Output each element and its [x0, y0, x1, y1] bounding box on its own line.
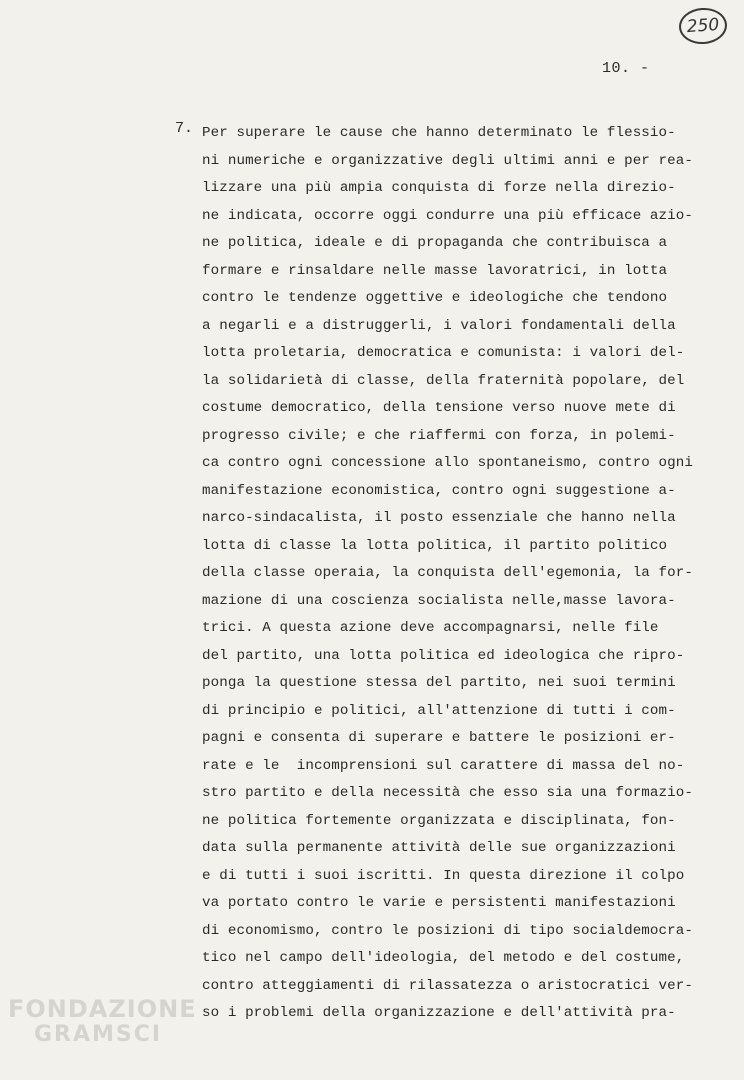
text-line: lotta di classe la lotta politica, il partito politico: [202, 537, 668, 554]
text-line: del partito, una lotta politica ed ideologica che ripro-: [202, 647, 685, 664]
text-line: ne politica fortemente organizzata e disciplinata, fon-: [202, 812, 676, 829]
text-line: contro le tendenze oggettive e ideologiche che tendono: [202, 290, 668, 306]
text-line: ni numeriche e organizzative degli ultimi anni e per rea-: [202, 152, 693, 169]
watermark-line-2: GRAMSCI: [34, 1022, 163, 1047]
text-line: contro atteggiamenti di rilassatezza o aristocratici ver-: [202, 977, 693, 994]
text-line: data sulla permanente attività delle sue organizzazioni: [202, 840, 676, 856]
text-line: lizzare una più ampia conquista di forze nella direzio-: [202, 180, 676, 196]
text-line: ca contro ogni concessione allo spontaneismo, contro ogni: [202, 455, 693, 471]
text-line: progresso civile; e che riaffermi con forza, in polemi-: [202, 427, 676, 444]
text-line: formare e rinsaldare nelle masse lavoratrici, in lotta: [202, 262, 668, 279]
text-line: manifestazione economistica, contro ogni suggestione a-: [202, 482, 676, 499]
page-number: 10. -: [602, 60, 650, 77]
text-line: stro partito e della necessità che esso sia una formazio-: [202, 785, 693, 801]
text-line: ne politica, ideale e di propaganda che contribuisca a: [202, 235, 668, 251]
text-line: Per superare le cause che hanno determinato le flessio-: [202, 125, 676, 141]
watermark-logo: [8, 996, 197, 1048]
text-line: lotta proletaria, democratica e comunista: i valori del-: [202, 345, 685, 361]
text-line: mazione di una coscienza socialista nelle,masse lavora-: [202, 592, 676, 609]
paragraph-marker: 7.: [175, 120, 194, 137]
text-line: va portato contro le varie e persistenti manifestazioni: [202, 895, 676, 911]
text-line: pagni e consenta di superare e battere le posizioni er-: [202, 730, 676, 746]
text-line: tico nel campo dell'ideologia, del metodo e del costume,: [202, 950, 685, 966]
text-line: a negarli e a distruggerli, i valori fondamentali della: [202, 317, 676, 334]
text-line: rate e le incomprensioni sul carattere di massa del no-: [202, 757, 685, 774]
text-line: la solidarietà di classe, della fraternità popolare, del: [202, 372, 685, 389]
text-line: so i problemi della organizzazione e dell'attività pra-: [202, 1005, 676, 1021]
text-line: ne indicata, occorre oggi condurre una più efficace azio-: [202, 207, 693, 224]
archive-number-stamp: [678, 6, 728, 45]
text-line: di principio e politici, all'attenzione di tutti i com-: [202, 702, 676, 719]
watermark-line-1: FONDAZIONE: [8, 995, 197, 1023]
text-line: trici. A questa azione deve accompagnarsi, nelle file: [202, 620, 659, 636]
text-line: della classe operaia, la conquista dell'egemonia, la for-: [202, 565, 693, 581]
archive-number-text: 250: [686, 14, 720, 38]
text-line: narco-sindacalista, il posto essenziale che hanno nella: [202, 510, 676, 526]
paragraph-text: [202, 120, 722, 1028]
text-line: e di tutti i suoi iscritti. In questa direzione il colpo: [202, 867, 685, 884]
text-line: ponga la questione stessa del partito, nei suoi termini: [202, 675, 676, 691]
text-line: costume democratico, della tensione verso nuove mete di: [202, 400, 676, 416]
text-line: di economismo, contro le posizioni di tipo socialdemocra-: [202, 922, 693, 939]
